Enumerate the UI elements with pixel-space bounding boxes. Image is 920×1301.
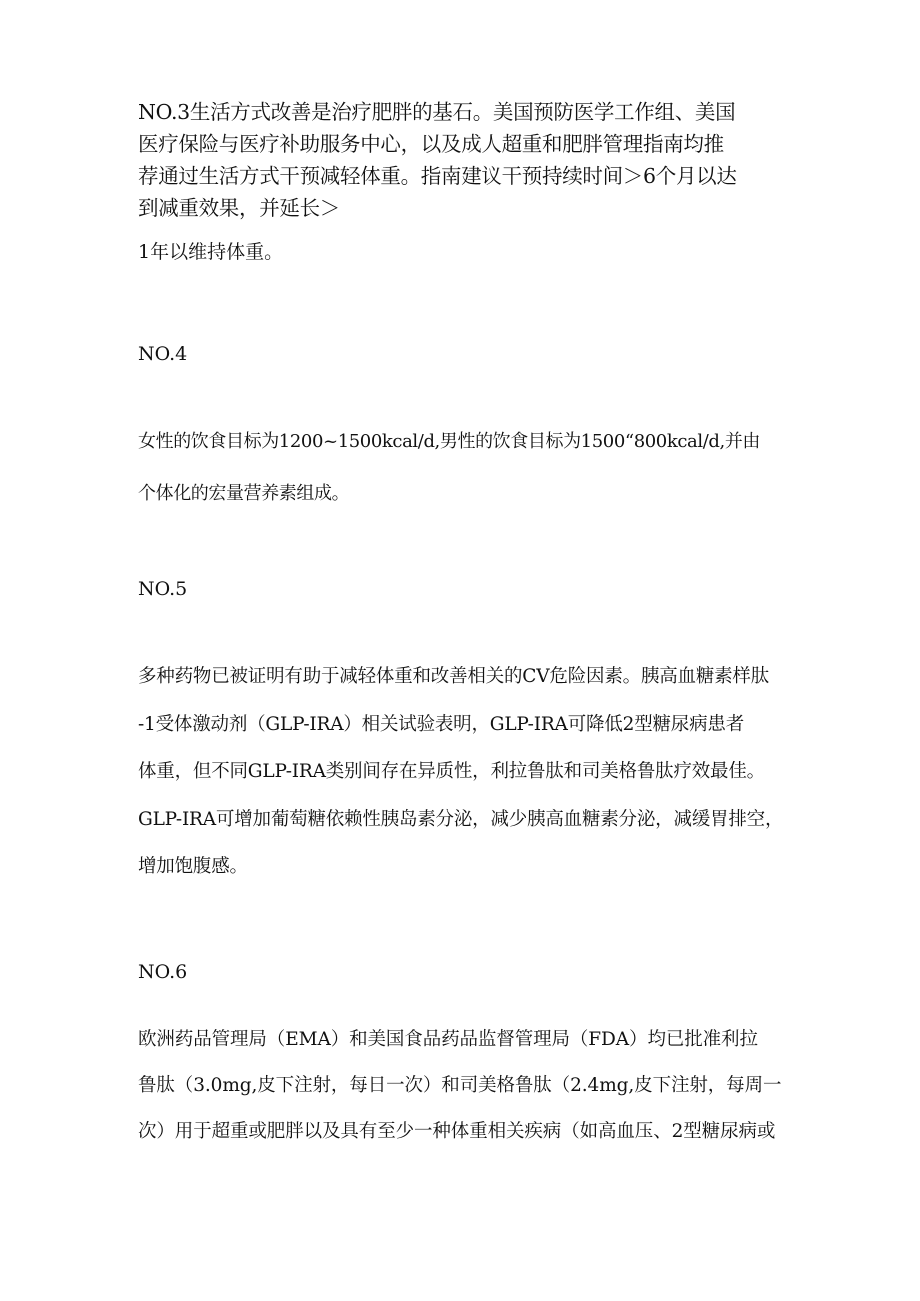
text-line: GLP-IRA可增加葡萄糖依赖性胰岛素分泌，减少胰高血糖素分泌，减缓胃排空，: [138, 808, 784, 830]
section-heading-no4: NO.4: [138, 343, 188, 365]
text-line: 个体化的宏量营养素组成。: [138, 483, 350, 504]
text-line: 到减重效果，并延长＞: [138, 196, 340, 220]
text-line: 次）用于超重或肥胖以及具有至少一种体重相关疾病（如高血压、2型糖尿病或: [138, 1121, 776, 1142]
paragraph-no4: [138, 428, 760, 508]
section-heading-no6: NO.6: [138, 961, 188, 983]
paragraph-no5: [138, 663, 783, 881]
text-line: 鲁肽（3.0mg,皮下注射，每日一次）和司美格鲁肽（2.4mg,皮下注射，每周一: [138, 1075, 782, 1096]
text-line: 欧洲药品管理局（EMA）和美国食品药品监督管理局（FDA）均已批准利拉: [138, 1029, 758, 1050]
text-line: NO.3生活方式改善是治疗肥胖的基石。美国预防医学工作组、美国: [138, 100, 736, 124]
text-line: 医疗保险与医疗补助服务中心，以及成人超重和肥胖管理指南均推: [138, 132, 724, 156]
text-line: 女性的饮食目标为1200~1500kcal/d,男性的饮食目标为1500“800kcal/d,并由: [138, 431, 761, 452]
paragraph-no6: [138, 1026, 781, 1146]
paragraph-no3-continuation: 1年以维持体重。: [138, 241, 284, 263]
text-line: 增加饱腹感。: [138, 856, 248, 877]
section-heading-no5: NO.5: [138, 578, 188, 600]
text-line: -1受体激动剂（GLP-IRA）相关试验表明，GLP-IRA可降低2型糖尿病患者: [138, 713, 744, 735]
paragraph-no3: [138, 96, 737, 224]
text-line: 荐通过生活方式干预减轻体重。指南建议干预持续时间＞6个月以达: [138, 164, 737, 188]
text-line: 多种药物已被证明有助于减轻体重和改善相关的CV危险因素。胰高血糖素样肽: [138, 666, 770, 687]
text-line: 体重，但不同GLP-IRA类别间存在异质性，利拉鲁肽和司美格鲁肽疗效最佳。: [138, 761, 765, 782]
